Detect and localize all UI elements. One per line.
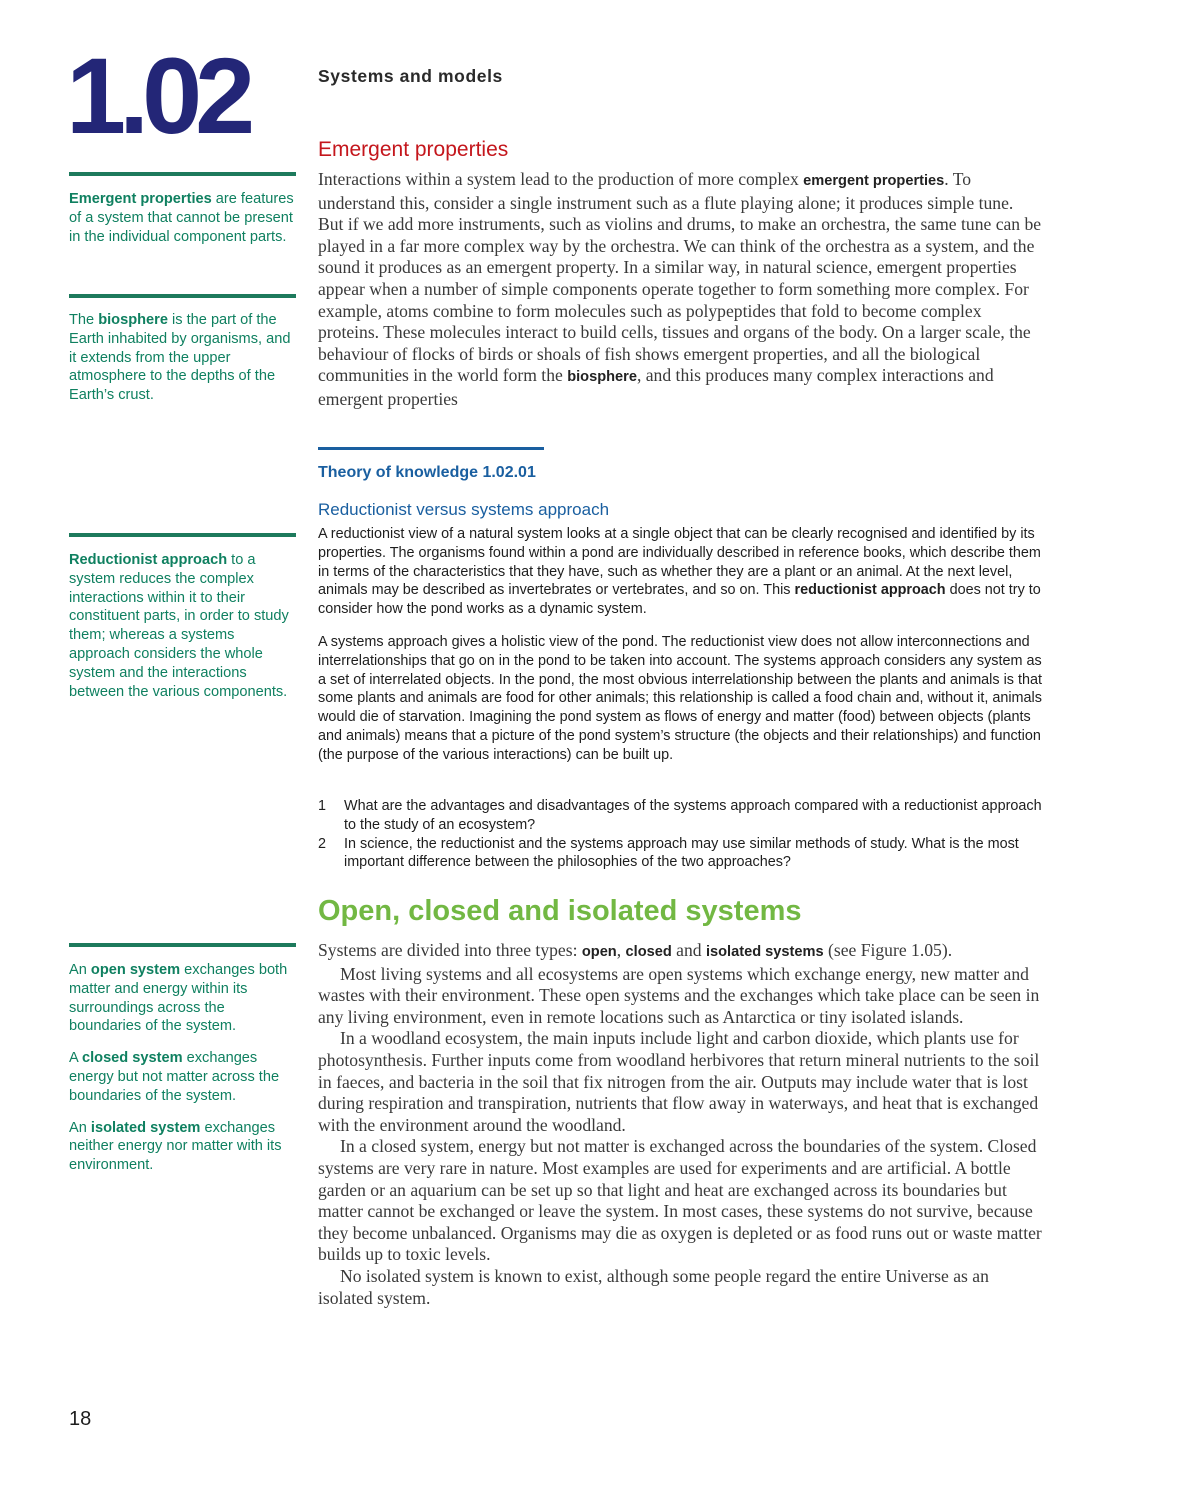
- sidebar-text: The: [69, 312, 99, 328]
- tok-questions: [318, 797, 1042, 872]
- sidebar-rule: [69, 943, 296, 947]
- sidebar-term: isolated system: [90, 1119, 201, 1136]
- page-heading: Systems and models: [318, 66, 503, 86]
- sidebar-note-closed-system: [69, 1049, 299, 1105]
- sidebar-text: exchanges both matter and energy within its surroundings across the boundaries of the system.: [69, 962, 288, 1035]
- key-term: reductionist approach: [794, 582, 946, 599]
- body-text: Systems are divided into three types:: [318, 940, 582, 960]
- sidebar-note-system-types: [69, 961, 299, 1188]
- body-text: A systems approach gives a holistic view of the pond. The reductionist view does not allow interconnections and interrelationships that go on in the pond to be taken into account. The systems approach considers any system as a set of interrelated objects. In the pond, the most obvious interrelationship between the plants and animals is that some plants and animals are food for other animals; this relationship is called a food chain and, without it, animals would die of starvation. Imagining the pond system as flows of energy and matter (food) between objects (plants and animals) means that a picture of the pond system’s structure (the objects and their relationships) and function (the purpose of the various interactions) can be built up.: [318, 634, 1042, 763]
- body-text: ,: [616, 940, 626, 960]
- question-number: 2: [318, 835, 327, 852]
- body-text: (see Figure 1.05).: [823, 940, 953, 960]
- sidebar-text: exchanges energy but not matter across the boundaries of the system.: [69, 1050, 280, 1104]
- sidebar-term: biosphere: [98, 312, 168, 328]
- question-number: 1: [318, 798, 327, 814]
- sidebar-note-isolated-system: [69, 1119, 299, 1175]
- sidebar-text: A: [69, 1050, 82, 1067]
- list-item: [318, 797, 1042, 835]
- systems-section-body: [318, 940, 1043, 1309]
- systems-paragraph-3: In a woodland ecosystem, the main inputs include light and carbon dioxide, which plants use for photosynthesis. Further inputs come from woodland herbivores that return mineral nutrients to the soil in faeces, and bacteria in the soil that fix nitrogen from the air. Outputs may include water that is lost during respiration and transpiration, nutrients that flow away in waterways, and heat that is exchanged with the environment around the woodland.: [318, 1028, 1040, 1135]
- systems-paragraph-5: No isolated system is known to exist, although some people regard the entire Universe as an isolated system.: [318, 1265, 989, 1308]
- key-term: biosphere: [567, 369, 637, 386]
- body-text: and: [671, 940, 706, 960]
- sidebar-text: to a system reduces the complex interactions within it to their constituent parts, in order to study them; whereas a systems approach considers the whole system and the interactions between the various components.: [69, 552, 289, 700]
- tok-title: Theory of knowledge 1.02.01: [318, 464, 536, 481]
- body-text: Interactions within a system lead to the production of more complex: [318, 169, 804, 189]
- body-text: , and this produces many complex interactions and emergent properties: [318, 365, 994, 409]
- chapter-number: 1.02: [66, 35, 249, 156]
- body-text: does not try to consider how the pond works as a dynamic system.: [318, 582, 1041, 618]
- sidebar-note-reductionist-approach: [69, 551, 299, 701]
- key-term: emergent properties: [803, 173, 945, 189]
- section-heading-systems: Open, closed and isolated systems: [318, 895, 802, 927]
- sidebar-note-emergent-properties: [69, 190, 299, 246]
- body-text: . To understand this, consider a single instrument such as a flute playing alone; it produces simple tune. But if we add more instruments, such as violins and drums, to make an orchestra, the same tune can be played in a far more complex way by the orchestra. We can think of the orchestra as a system, and the sound it produces as an emergent property. In a similar way, in natural science, emergent properties appear when a number of simple components operate together to form something more complex. For example, atoms combine to form molecules such as polypeptides that fold to become complex proteins. These molecules interact to build cells, tissues and organs of the body. On a larger scale, the behaviour of flocks of birds or shoals of fish shows emergent properties, and all the biological communities in the world form the: [318, 169, 1042, 386]
- tok-subtitle: Reductionist versus systems approach: [318, 500, 610, 519]
- emergent-properties-paragraph: [318, 169, 1043, 411]
- sidebar-term: Emergent properties: [69, 191, 212, 207]
- sidebar-text: exchanges neither energy nor matter with its environment.: [69, 1119, 282, 1174]
- key-term: closed: [625, 944, 672, 960]
- systems-paragraph-2: Most living systems and all ecosystems are open systems which exchange energy, new matter and wastes with their environment. These open systems and the exchanges which take place can be seen in any living environment, even in remote locations such as Antarctica or tiny isolated islands.: [318, 963, 1040, 1027]
- sidebar-note-biosphere: [69, 311, 299, 405]
- sidebar-rule: [69, 172, 296, 176]
- sidebar-rule: [69, 294, 296, 298]
- tok-rule: [318, 447, 544, 450]
- sidebar-term: open system: [90, 962, 181, 978]
- sidebar-text: are features of a system that cannot be present in the individual component parts.: [69, 191, 294, 245]
- systems-paragraph-1: [318, 940, 1043, 964]
- sidebar-text: An: [69, 1119, 91, 1136]
- sidebar-term: closed system: [81, 1050, 183, 1067]
- sidebar-term: Reductionist approach: [69, 552, 228, 568]
- section-heading-emergent-properties: Emergent properties: [318, 138, 509, 161]
- page-number: 18: [69, 1408, 92, 1430]
- key-term: open: [581, 944, 617, 960]
- sidebar-text: An: [69, 962, 91, 978]
- sidebar-rule: [69, 533, 296, 537]
- sidebar-text: is the part of the Earth inhabited by organisms, and it extends from the upper atmosphere to the depths of the Earth’s crust.: [69, 312, 291, 404]
- key-term: isolated systems: [705, 944, 824, 960]
- list-item: [318, 835, 1042, 873]
- systems-paragraph-4: In a closed system, energy but not matter is exchanged across the boundaries of the system. Closed systems are very rare in nature. Most examples are used for experiments and are artificial. A bottle garden or an aquarium can be set up so that light and heat are exchanged across its boundaries but matter cannot be exchanged or leave the system. In most cases, these systems do not survive, because they become unbalanced. Organisms may die as oxygen is depleted or as food runs out or waste matter builds up to toxic levels.: [318, 1136, 1042, 1265]
- question-text: What are the advantages and disadvantages of the systems approach compared with a reductionist approach to the study of an ecosystem?: [344, 798, 1042, 833]
- body-text: A reductionist view of a natural system looks at a single object that can be clearly recognised and identified by its properties. The organisms found within a pond are individually described in reference books, which describe them in terms of the characteristics that they have, such as whether they are a plant or an animal. At the next level, animals may be described as invertebrates or vertebrates, and so on. This: [318, 526, 1041, 599]
- tok-paragraph-1: [318, 525, 1042, 619]
- question-text: In science, the reductionist and the systems approach may use similar methods of study. What is the most important difference between the philosophies of the two approaches?: [344, 835, 1019, 871]
- sidebar-note-open-system: [69, 961, 299, 1036]
- tok-paragraph-2: [318, 633, 1042, 765]
